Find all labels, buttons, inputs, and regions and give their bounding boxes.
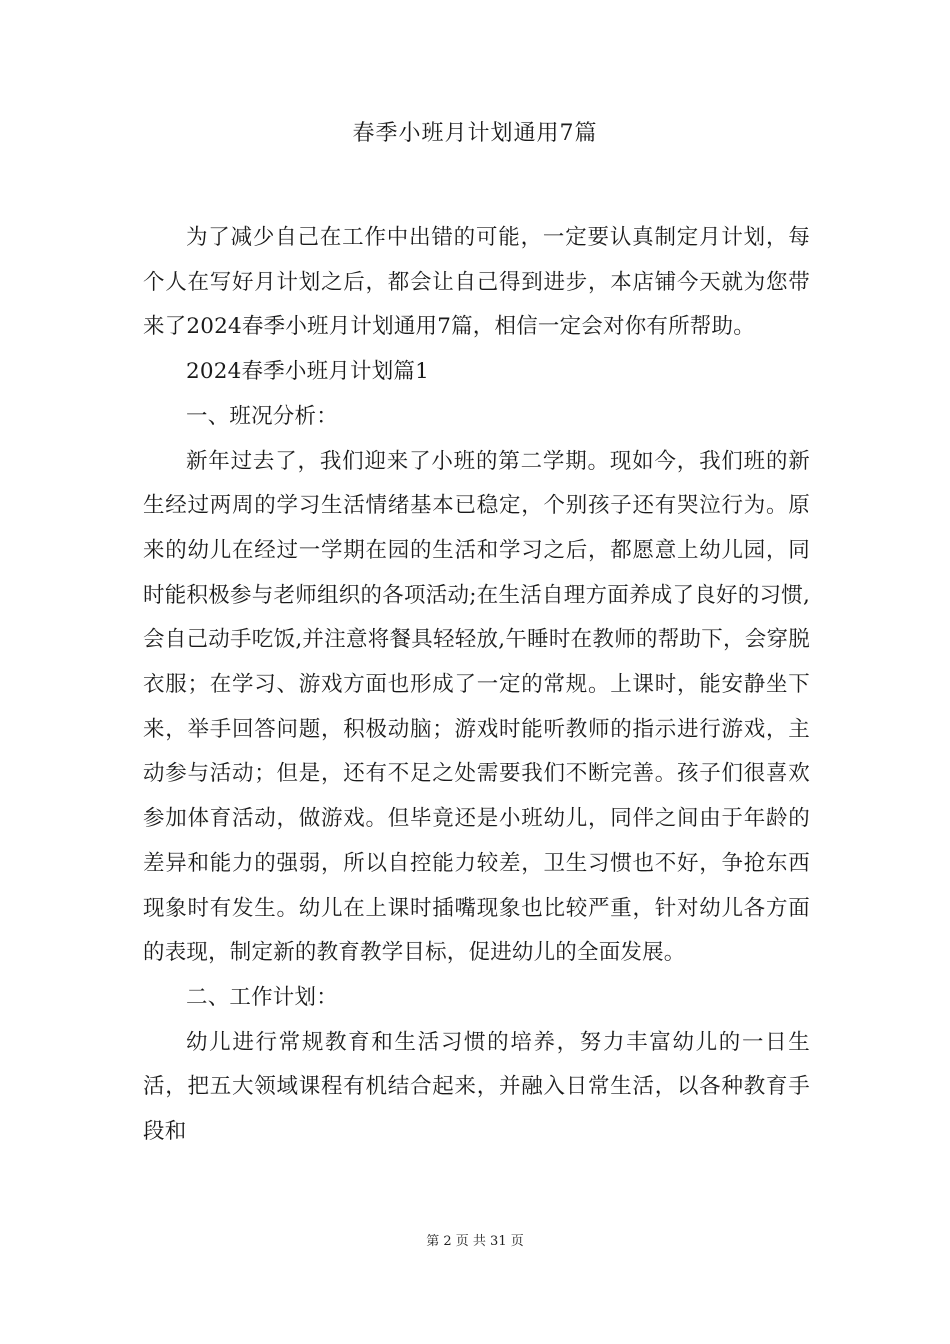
subheading-class-analysis: 一、班况分析： xyxy=(186,403,338,429)
document-title: 春季小班月计划通用7篇 xyxy=(352,121,598,146)
subheading-work-plan: 二、工作计划： xyxy=(186,984,338,1010)
page-number-footer: 第 2 页 共 31 页 xyxy=(426,1234,524,1249)
class-analysis-paragraph: 新年过去了，我们迎来了小班的第二学期。现如今，我们班的新生经过两周的学习生活情绪基本已稳定，个别孩子还有哭泣行为。原来的幼儿在经过一学期在园的生活和学习之后，都愿意上幼儿园，同时能积极参与老师组织的各项活动;在生活自理方面养成了良好的习惯,会自己动手吃饭,并注意将餐具轻轻放,午睡时在教师的帮助下，会穿脱衣服；在学习、游戏方面也形成了一定的常规。上课时，能安静坐下来，举手回答问题，积极动脑；游戏时能听教师的指示进行游戏，主动参与活动；但是，还有不足之处需要我们不断完善。孩子们很喜欢参加体育活动，做游戏。但毕竟还是小班幼儿，同伴之间由于年龄的差异和能力的强弱，所以自控能力较差，卫生习惯也不好，争抢东西现象时有发生。幼儿在上课时插嘴现象也比较严重，针对幼儿各方面的表现，制定新的教育教学目标，促进幼儿的全面发展。 xyxy=(143,448,810,966)
section-heading: 2024春季小班月计划篇1 xyxy=(186,359,429,385)
intro-paragraph: 为了减少自己在工作中出错的可能，一定要认真制定月计划，每个人在写好月计划之后，都会让自己得到进步，本店铺今天就为您带来了2024春季小班月计划通用7篇，相信一定会对你有所帮助。 xyxy=(143,225,810,340)
work-plan-paragraph: 幼儿进行常规教育和生活习惯的培养，努力丰富幼儿的一日生活，把五大领域课程有机结合起来，并融入日常生活，以各种教育手段和 xyxy=(143,1029,810,1145)
document-body xyxy=(143,216,810,1155)
